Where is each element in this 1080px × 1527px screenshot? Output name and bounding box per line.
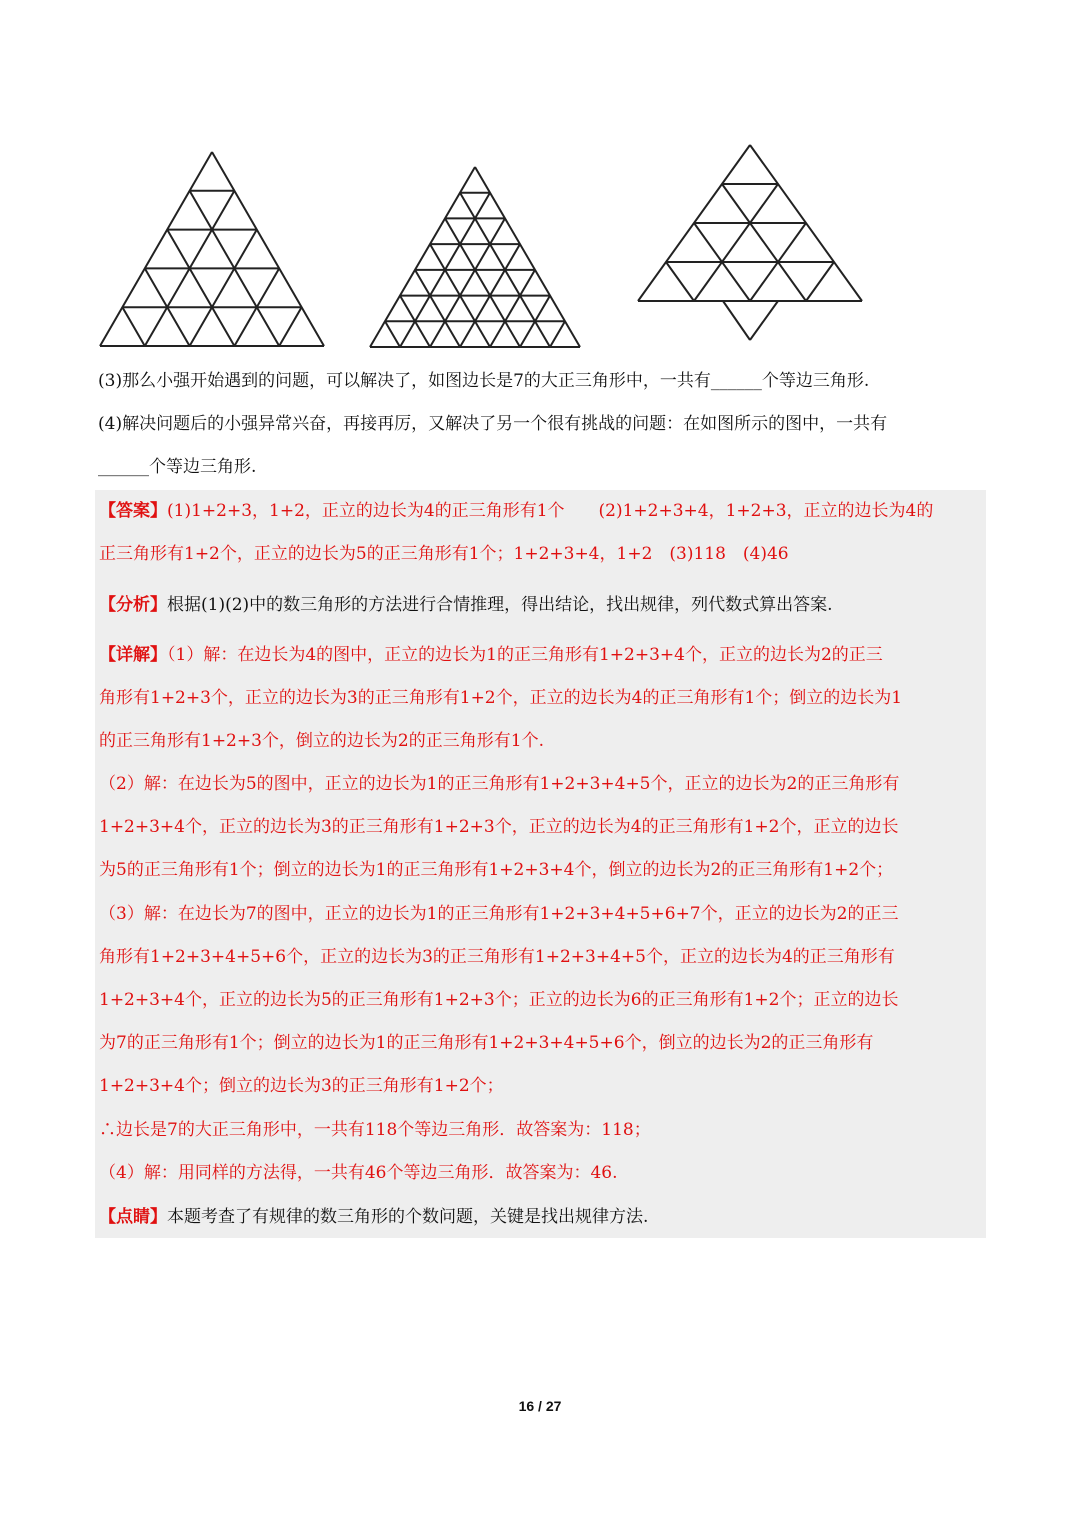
detail-2-line-3: 为5的正三角形有1个；倒立的边长为1的正三角形有1+2+3+4个，倒立的边长为2的正三角形有1+2个； [99,860,894,880]
answer-line-1: 【答案】(1)1+2+3，1+2，正立的边长为4的正三角形有1个 (2)1+2+3+4，1+2+3，正立的边长为4的 [99,501,934,521]
answer-tag: 【答案】 [99,501,167,521]
question-4-line1: (4)解决问题后的小强异常兴奋，再接再厉，又解决了另一个很有挑战的问题：在如图所示的图中，一共有 [98,414,888,434]
detail-3-line-2: 角形有1+2+3+4+5+6个，正立的边长为3的正三角形有1+2+3+4+5个，正立的边长为4的正三角形有 [99,947,895,967]
grid-line [806,262,834,301]
page-number: 16 / 27 [518,1398,562,1414]
detail-4-line: （4）解：用同样的方法得，一共有46个等边三角形．故答案为：46. [99,1163,618,1183]
detail-1-line-3: 的正三角形有1+2+3个，倒立的边长为2的正三角形有1个. [99,731,544,751]
detail-3-line-1: （3）解：在边长为7的图中，正立的边长为1的正三角形有1+2+3+4+5+6+7个，正立的边长为2的正三 [99,904,899,924]
answer-line-2: 正三角形有1+2个，正立的边长为5的正三角形有1个；1+2+3+4，1+2 (3)118 (4)46 [99,544,789,564]
detail-3-line-3: 1+2+3+4个，正立的边长为5的正三角形有1+2+3个；正立的边长为6的正三角形有1+2个；正立的边长 [99,990,899,1010]
detail-2-line-2: 1+2+3+4个，正立的边长为3的正三角形有1+2+3个，正立的边长为4的正三角形有1+2个，正立的边长 [99,817,899,837]
grid-line [722,184,806,301]
grid-line [370,167,475,347]
grid-line [750,301,778,340]
grid-line [212,152,324,346]
question-4-line2: ______个等边三角形. [98,457,257,477]
detail-1-line-2: 角形有1+2+3个，正立的边长为3的正三角形有1+2个，正立的边长为4的正三角形有1个；倒立的边长为1 [99,688,903,708]
grid-line [122,307,144,346]
triangle-side-7-figure [370,167,580,347]
question-3: (3)那么小强开始遇到的问题，可以解决了，如图边长是7的大正三角形中，一共有______个等边三角形. [98,371,870,391]
grid-line [723,301,750,340]
detail-line-1: 【详解】（1）解：在边长为4的图中，正立的边长为1的正三角形有1+2+3+4个，正立的边长为2的正三 [99,645,883,665]
detail-3-line-4: 为7的正三角形有1个；倒立的边长为1的正三角形有1+2+3+4+5+6个，倒立的边长为2的正三角形有 [99,1033,874,1053]
grid-line [550,321,565,347]
analysis-line: 【分析】根据(1)(2)中的数三角形的方法进行合情推理，得出结论，找出规律，列代数式算出答案. [99,595,833,615]
comment-tag: 【点睛】 [99,1207,167,1227]
triangle-side-5-figure [100,152,324,346]
grid-line [430,218,505,347]
grid-line [694,184,778,301]
grid-line [279,307,301,346]
analysis-tag: 【分析】 [99,595,167,615]
detail-tag: 【详解】 [99,645,167,665]
triangle-figures [0,0,1080,360]
conclusion-line: ∴边长是7的大正三角形中，一共有118个等边三角形．故答案为：118； [99,1120,651,1140]
hexagram-triangle-figure [638,145,862,340]
grid-line [100,152,212,346]
detail-3-line-5: 1+2+3+4个；倒立的边长为3的正三角形有1+2个； [99,1076,504,1096]
grid-line [475,167,580,347]
grid-line [445,218,520,347]
comment-line: 【点睛】本题考查了有规律的数三角形的个数问题，关键是找出规律方法. [99,1207,649,1227]
grid-line [385,321,400,347]
grid-line [666,262,694,301]
detail-2-line-1: （2）解：在边长为5的图中，正立的边长为1的正三角形有1+2+3+4+5个，正立的边长为2的正三角形有 [99,774,900,794]
